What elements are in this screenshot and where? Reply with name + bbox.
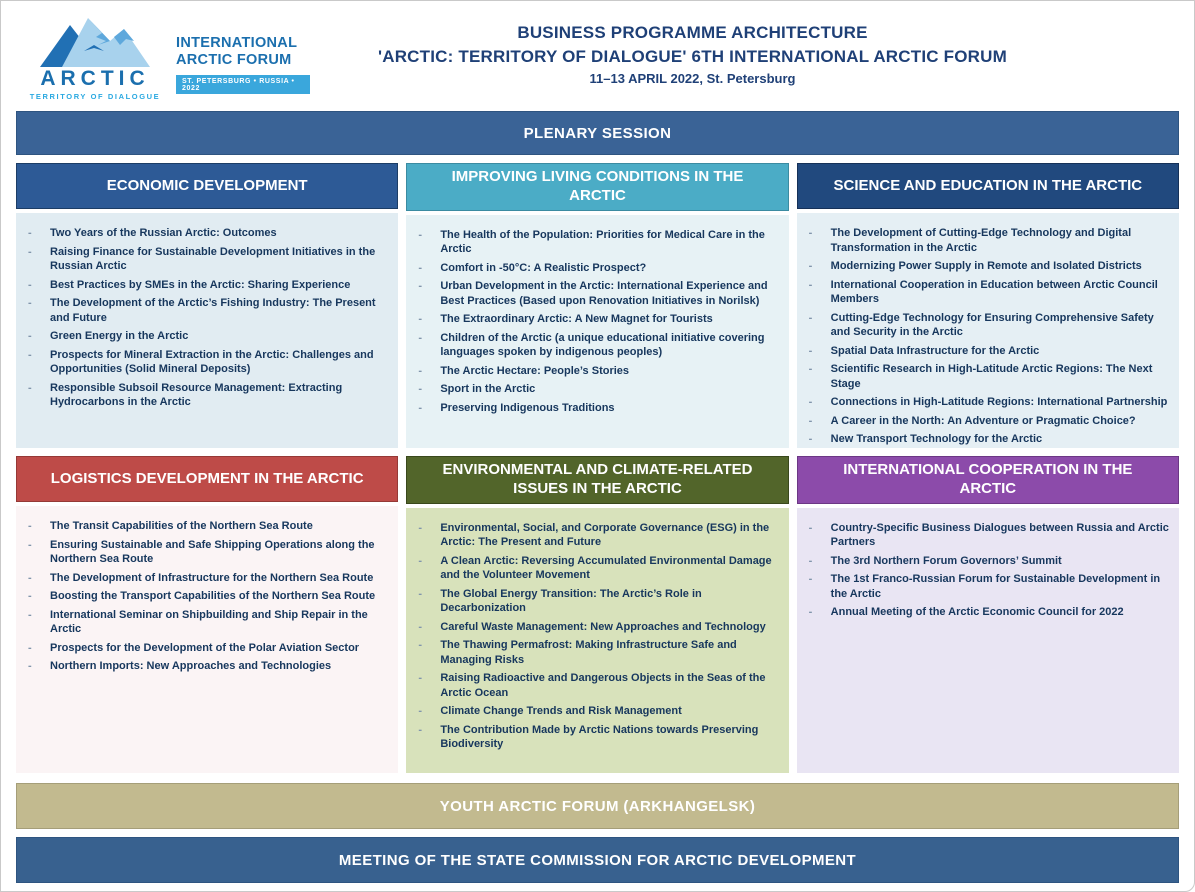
panel-body xyxy=(406,215,788,449)
topic-item xyxy=(809,226,1171,255)
panel-body xyxy=(797,213,1179,448)
topic-label: Country-Specific Business Dialogues between Russia and Arctic Partners xyxy=(830,521,1169,549)
topic-item xyxy=(28,538,390,567)
topic-item xyxy=(28,348,390,377)
panel-header: LOGISTICS DEVELOPMENT IN THE ARCTIC xyxy=(16,456,398,502)
topic-item xyxy=(418,521,780,550)
bullet-dash-icon: - xyxy=(28,245,32,258)
topic-item xyxy=(809,278,1171,307)
bullet-dash-icon: - xyxy=(28,538,32,551)
panel-international-cooperation xyxy=(797,456,1179,773)
topic-item xyxy=(28,519,390,534)
topic-label: Responsible Subsoil Resource Management: Extracting Hydrocarbons in the Arctic xyxy=(50,381,343,409)
topic-item xyxy=(28,296,390,325)
topic-item xyxy=(809,311,1171,340)
topic-label: The Extraordinary Arctic: A New Magnet for Tourists xyxy=(440,313,713,326)
topic-label: The Global Energy Transition: The Arctic’s Role in Decarbonization xyxy=(440,587,702,615)
bullet-dash-icon: - xyxy=(28,520,32,532)
bullet-dash-icon: - xyxy=(808,606,813,619)
topic-item xyxy=(28,589,390,604)
bullet-dash-icon: - xyxy=(28,348,32,361)
bullet-dash-icon: - xyxy=(808,311,813,324)
topic-item xyxy=(28,659,390,674)
topic-label: The 1st Franco-Russian Forum for Sustainable Development in the Arctic xyxy=(830,573,1161,600)
slide-title-block xyxy=(310,15,1171,86)
topic-label: The Transit Capabilities of the Northern Sea Route xyxy=(50,520,313,532)
topic-label: The Development of Infrastructure for the Northern Sea Route xyxy=(50,571,374,584)
topic-item xyxy=(418,364,780,379)
topic-item xyxy=(418,671,780,700)
topic-item xyxy=(809,605,1171,620)
bullet-dash-icon: - xyxy=(808,344,813,357)
topic-label: Preserving Indigenous Traditions xyxy=(440,401,615,414)
bullet-dash-icon: - xyxy=(418,313,422,326)
bullet-dash-icon: - xyxy=(418,364,422,377)
topic-item xyxy=(809,344,1171,359)
topic-label: Annual Meeting of the Arctic Economic Council for 2022 xyxy=(830,606,1124,619)
topic-label: Comfort in -50°C: A Realistic Prospect? xyxy=(440,261,647,274)
panels-grid xyxy=(16,163,1179,773)
topic-item xyxy=(28,571,390,586)
topic-item xyxy=(418,382,780,397)
topic-label: Environmental, Social, and Corporate Governance (ESG) in the Arctic: The Present and Future xyxy=(440,521,770,549)
panel-body xyxy=(797,508,1179,774)
topic-label: The Health of the Population: Priorities for Medical Care in the Arctic xyxy=(440,228,765,256)
bullet-dash-icon: - xyxy=(808,554,813,567)
top-header xyxy=(16,13,1179,109)
bullet-dash-icon: - xyxy=(418,705,422,718)
topic-item xyxy=(809,259,1171,274)
bullet-dash-icon: - xyxy=(28,608,32,621)
topic-label: International Cooperation in Education between Arctic Council Members xyxy=(830,278,1158,306)
panel-header: IMPROVING LIVING CONDITIONS IN THE ARCTIC xyxy=(406,163,788,211)
bullet-dash-icon: - xyxy=(28,227,32,239)
bullet-dash-icon: - xyxy=(418,672,422,685)
topic-label: Green Energy in the Arctic xyxy=(50,330,189,343)
slide-date: 11–13 APRIL 2022, St. Petersburg xyxy=(589,71,796,86)
bullet-dash-icon: - xyxy=(418,587,422,600)
topic-item xyxy=(418,279,780,308)
topic-item xyxy=(418,620,780,635)
topic-label: Urban Development in the Arctic: International Experience and Best Practices (Based upon Renovation Initiatives in Norilsk) xyxy=(440,280,768,307)
topic-label: Climate Change Trends and Risk Management xyxy=(440,705,682,718)
panel-economic-development xyxy=(16,163,398,448)
topic-label: Careful Waste Management: New Approaches and Technology xyxy=(440,620,766,633)
bullet-dash-icon: - xyxy=(28,641,32,654)
arctic-logo xyxy=(30,15,160,101)
topic-label: Spatial Data Infrastructure for the Arctic xyxy=(830,344,1040,357)
topic-item xyxy=(28,278,390,293)
topic-item xyxy=(809,414,1171,429)
topic-item xyxy=(418,587,780,616)
topic-label: Children of the Arctic (a unique educational initiative covering languages spoken by indigenous peoples) xyxy=(440,331,765,359)
panel-header: ENVIRONMENTAL AND CLIMATE-RELATED ISSUES IN THE ARCTIC xyxy=(406,456,788,504)
bullet-dash-icon: - xyxy=(418,331,422,344)
bullet-dash-icon: - xyxy=(808,227,813,239)
topic-item xyxy=(28,608,390,637)
topic-item xyxy=(418,401,780,416)
topic-label: Connections in High-Latitude Regions: International Partnership xyxy=(830,396,1168,409)
bullet-dash-icon: - xyxy=(28,571,32,584)
bullet-dash-icon: - xyxy=(28,297,32,310)
bullet-dash-icon: - xyxy=(418,620,422,633)
panel-topic-list xyxy=(418,521,780,752)
bullet-dash-icon: - xyxy=(808,414,813,427)
forum-location-badge: ST. PETERSBURG • RUSSIA • 2022 xyxy=(176,75,310,94)
bullet-dash-icon: - xyxy=(418,280,422,293)
panel-topic-list xyxy=(809,226,1171,448)
topic-item xyxy=(809,395,1171,410)
topic-item xyxy=(28,381,390,410)
topic-label: Boosting the Transport Capabilities of the Northern Sea Route xyxy=(50,590,376,603)
bullet-dash-icon: - xyxy=(808,573,813,586)
panel-topic-list xyxy=(418,228,780,416)
bullet-dash-icon: - xyxy=(418,639,422,652)
topic-label: Raising Radioactive and Dangerous Objects in the Seas of the Arctic Ocean xyxy=(440,672,766,699)
state-commission-banner: MEETING OF THE STATE COMMISSION FOR ARCTIC DEVELOPMENT xyxy=(16,837,1179,883)
topic-label: The Thawing Permafrost: Making Infrastructure Safe and Managing Risks xyxy=(440,639,737,666)
topic-label: The Development of the Arctic’s Fishing Industry: The Present and Future xyxy=(50,297,376,324)
bullet-dash-icon: - xyxy=(418,261,422,274)
panel-header: INTERNATIONAL COOPERATION IN THE ARCTIC xyxy=(797,456,1179,504)
bullet-dash-icon: - xyxy=(418,723,422,736)
plenary-banner: PLENARY SESSION xyxy=(16,111,1179,155)
topic-label: New Transport Technology for the Arctic xyxy=(830,433,1043,446)
topic-item xyxy=(418,723,780,752)
topic-item xyxy=(809,554,1171,569)
topic-label: A Career in the North: An Adventure or Pragmatic Choice? xyxy=(830,414,1136,427)
panel-environmental-climate-issues xyxy=(406,456,788,773)
topic-label: Scientific Research in High-Latitude Arctic Regions: The Next Stage xyxy=(830,363,1153,390)
bullet-dash-icon: - xyxy=(28,330,32,343)
mountain-icon xyxy=(36,15,154,67)
topic-item xyxy=(809,432,1171,447)
bullet-dash-icon: - xyxy=(808,521,813,534)
topic-label: Prospects for the Development of the Polar Aviation Sector xyxy=(50,641,360,654)
topic-label: Raising Finance for Sustainable Development Initiatives in the Russian Arctic xyxy=(50,245,376,273)
bullet-dash-icon: - xyxy=(28,660,32,673)
topic-label: Modernizing Power Supply in Remote and Isolated Districts xyxy=(830,260,1142,273)
forum-title-line1: INTERNATIONAL xyxy=(176,35,298,51)
topic-label: International Seminar on Shipbuilding and Ship Repair in the Arctic xyxy=(50,608,368,636)
arctic-forum-logo xyxy=(30,15,310,101)
panel-topic-list xyxy=(28,519,390,674)
topic-item xyxy=(28,641,390,656)
bullet-dash-icon: - xyxy=(28,590,32,603)
topic-item xyxy=(418,704,780,719)
topic-label: The Development of Cutting-Edge Technology and Digital Transformation in the Arctic xyxy=(830,227,1132,254)
bullet-dash-icon: - xyxy=(808,433,813,446)
panel-logistics-development xyxy=(16,456,398,773)
topic-label: Best Practices by SMEs in the Arctic: Sharing Experience xyxy=(50,278,351,291)
topic-label: Northern Imports: New Approaches and Technologies xyxy=(50,660,332,673)
bullet-dash-icon: - xyxy=(808,278,813,291)
panel-header: SCIENCE AND EDUCATION IN THE ARCTIC xyxy=(797,163,1179,209)
topic-item xyxy=(418,312,780,327)
panel-science-and-education xyxy=(797,163,1179,448)
bullet-dash-icon: - xyxy=(418,383,422,396)
topic-item xyxy=(418,228,780,257)
slide-subtitle: 'ARCTIC: TERRITORY OF DIALOGUE' 6TH INTERNATIONAL ARCTIC FORUM xyxy=(377,47,1007,66)
panel-topic-list xyxy=(809,521,1171,620)
topic-label: The Contribution Made by Arctic Nations towards Preserving Biodiversity xyxy=(440,723,759,751)
forum-title-line2: ARCTIC FORUM xyxy=(176,52,292,69)
panel-topic-list xyxy=(28,226,390,410)
panel-header: ECONOMIC DEVELOPMENT xyxy=(16,163,398,209)
topic-item xyxy=(809,572,1171,601)
topic-item xyxy=(418,261,780,276)
topic-item xyxy=(28,329,390,344)
topic-item xyxy=(418,331,780,360)
topic-item xyxy=(28,245,390,274)
panel-body xyxy=(406,508,788,774)
bullet-dash-icon: - xyxy=(418,521,422,534)
topic-label: Prospects for Mineral Extraction in the Arctic: Challenges and Opportunities (Solid Mineral Deposits) xyxy=(50,348,374,376)
topic-item xyxy=(418,638,780,667)
topic-label: Two Years of the Russian Arctic: Outcomes xyxy=(50,227,277,239)
topic-label: The Arctic Hectare: People’s Stories xyxy=(440,364,630,377)
topic-label: Ensuring Sustainable and Safe Shipping Operations along the Northern Sea Route xyxy=(50,538,375,566)
forum-wordmark xyxy=(176,15,310,95)
bullet-dash-icon: - xyxy=(808,396,813,409)
bullet-dash-icon: - xyxy=(418,554,422,567)
topic-item xyxy=(809,362,1171,391)
logo-tagline: TERRITORY OF DIALOGUE xyxy=(29,92,161,101)
topic-item xyxy=(809,521,1171,550)
bullet-dash-icon: - xyxy=(808,363,813,376)
topic-label: The 3rd Northern Forum Governors’ Summit xyxy=(830,554,1062,567)
topic-label: Cutting-Edge Technology for Ensuring Comprehensive Safety and Security in the Arctic xyxy=(830,311,1154,339)
topic-label: A Clean Arctic: Reversing Accumulated Environmental Damage and the Volunteer Movement xyxy=(440,554,772,582)
bullet-dash-icon: - xyxy=(418,401,422,414)
bullet-dash-icon: - xyxy=(28,278,32,291)
panel-improving-living-conditions xyxy=(406,163,788,448)
bullet-dash-icon: - xyxy=(28,381,32,394)
panel-body xyxy=(16,213,398,448)
topic-label: Sport in the Arctic xyxy=(440,383,536,396)
topic-item xyxy=(418,554,780,583)
bullet-dash-icon: - xyxy=(808,260,813,273)
youth-forum-banner: YOUTH ARCTIC FORUM (ARKHANGELSK) xyxy=(16,783,1179,829)
slide-title: BUSINESS PROGRAMME ARCHITECTURE xyxy=(517,23,868,42)
topic-item xyxy=(28,226,390,241)
logo-wordmark: ARCTIC xyxy=(40,67,150,90)
bullet-dash-icon: - xyxy=(418,228,422,241)
panel-body xyxy=(16,506,398,773)
